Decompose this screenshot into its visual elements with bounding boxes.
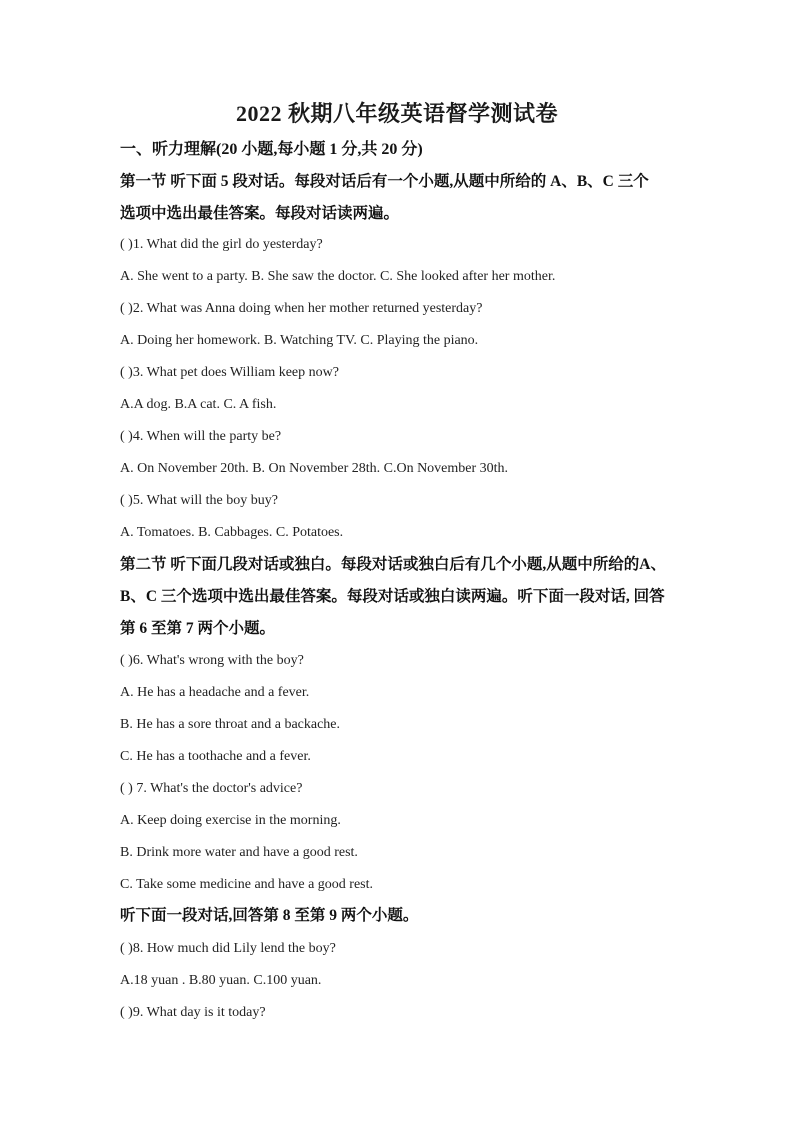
question-9: ( )9. What day is it today? xyxy=(120,1005,266,1020)
page-title: 2022 秋期八年级英语督学测试卷 xyxy=(235,101,558,126)
question-3-options: A.A dog. B.A cat. C. A fish. xyxy=(120,397,277,412)
part1-heading: 一、听力理解(20 小题,每小题 1 分,共 20 分) xyxy=(120,141,423,158)
question-6: ( )6. What's wrong with the boy? xyxy=(120,653,304,668)
sub-heading-q8-q9: 听下面一段对话,回答第 8 至第 9 两个小题。 xyxy=(120,907,419,924)
question-7-option-c: C. Take some medicine and have a good rest. xyxy=(120,877,374,892)
question-2: ( )2. What was Anna doing when her mother returned yesterday? xyxy=(120,301,483,316)
question-1-options: A. She went to a party. B. She saw the doctor. C. She looked after her mother. xyxy=(120,269,556,284)
question-7: ( ) 7. What's the doctor's advice? xyxy=(120,781,303,796)
question-3: ( )3. What pet does William keep now? xyxy=(120,365,339,380)
question-2-options: A. Doing her homework. B. Watching TV. C. Playing the piano. xyxy=(120,333,479,348)
question-4-options: A. On November 20th. B. On November 28th. C.On November 30th. xyxy=(120,461,509,476)
question-4: ( )4. When will the party be? xyxy=(120,429,282,444)
section2-heading-line1: 第二节 听下面几段对话或独白。每段对话或独白后有几个小题,从题中所给的A、 xyxy=(120,556,666,573)
question-1: ( )1. What did the girl do yesterday? xyxy=(120,237,323,252)
question-7-option-a: A. Keep doing exercise in the morning. xyxy=(120,813,341,828)
question-5-options: A. Tomatoes. B. Cabbages. C. Potatoes. xyxy=(120,525,344,540)
section2-heading-line3: 第 6 至第 7 两个小题。 xyxy=(120,620,276,637)
question-6-option-c: C. He has a toothache and a fever. xyxy=(120,749,311,764)
question-7-option-b: B. Drink more water and have a good rest. xyxy=(120,845,358,860)
question-5: ( )5. What will the boy buy? xyxy=(120,493,278,508)
section2-heading-line2: B、C 三个选项中选出最佳答案。每段对话或独白读两遍。听下面一段对话, 回答 xyxy=(120,588,665,605)
question-6-option-a: A. He has a headache and a fever. xyxy=(120,685,310,700)
question-8-options: A.18 yuan . B.80 yuan. C.100 yuan. xyxy=(120,973,322,988)
question-8: ( )8. How much did Lily lend the boy? xyxy=(120,941,336,956)
section1-heading-line2: 选项中选出最佳答案。每段对话读两遍。 xyxy=(120,205,400,222)
section1-heading-line1: 第一节 听下面 5 段对话。每段对话后有一个小题,从题中所给的 A、B、C 三个 xyxy=(120,173,649,190)
question-6-option-b: B. He has a sore throat and a backache. xyxy=(120,717,341,732)
